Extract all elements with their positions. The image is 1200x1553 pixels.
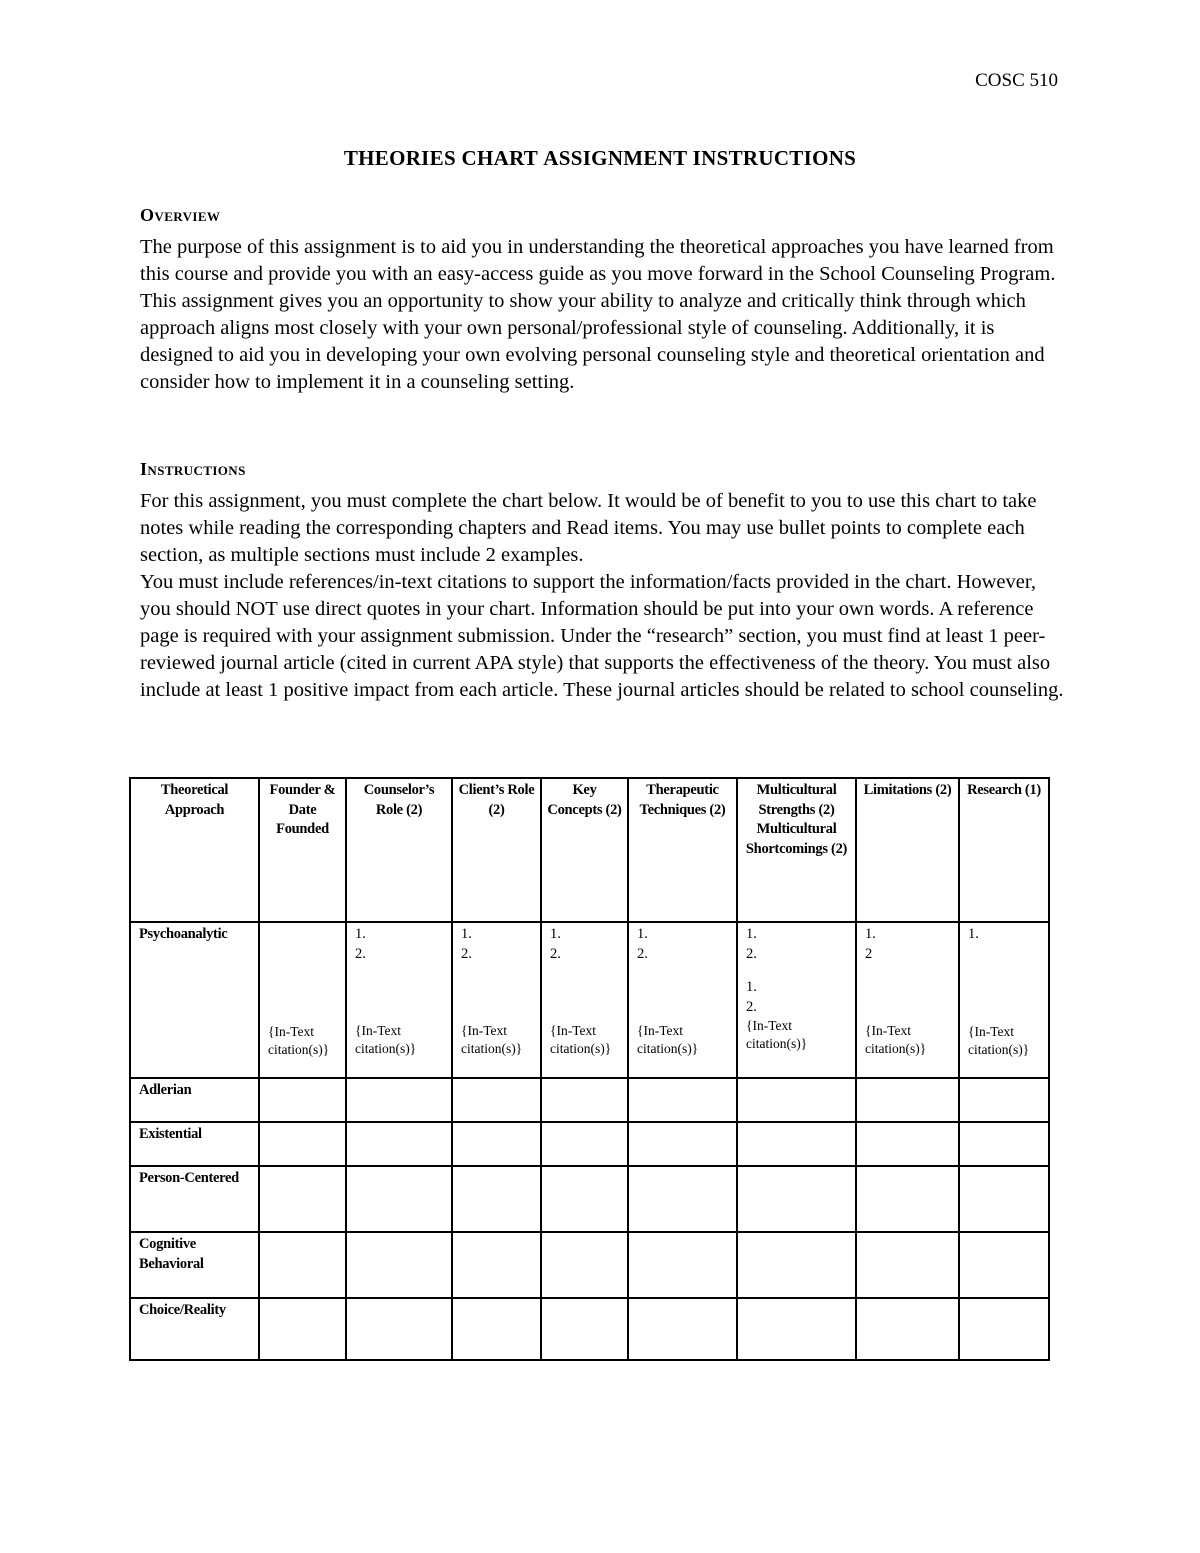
cell-therapeutic-techniques[interactable] — [628, 922, 737, 1078]
table-row-person-centered — [130, 1166, 1049, 1232]
row-label-choice-reality: Choice/Reality — [130, 1298, 259, 1360]
empty-cell[interactable] — [541, 1166, 628, 1232]
empty-cell[interactable] — [346, 1232, 452, 1298]
title-word-3-rest: SSIGNMENT — [558, 146, 693, 170]
list-item-1: 1. — [746, 979, 757, 995]
title-word-3-initial: A — [543, 146, 559, 170]
empty-cell[interactable] — [346, 1078, 452, 1122]
empty-cell[interactable] — [541, 1298, 628, 1360]
empty-cell[interactable] — [541, 1122, 628, 1166]
header-founder: Founder & Date Founded — [259, 778, 346, 922]
empty-cell[interactable] — [628, 1166, 737, 1232]
header-multicultural-strengths: Multicultural Strengths (2) — [756, 782, 837, 818]
table-row-cognitive-behavioral — [130, 1232, 1049, 1298]
empty-cell[interactable] — [346, 1298, 452, 1360]
cell-key-concepts[interactable] — [541, 922, 628, 1078]
empty-cell[interactable] — [628, 1078, 737, 1122]
empty-cell[interactable] — [856, 1298, 959, 1360]
table-header-row — [130, 778, 1049, 922]
citation-placeholder: {In-Text citation(s)} — [865, 1023, 927, 1056]
list-item-2: 2. — [355, 945, 366, 962]
title-word-1-rest: HEORIES — [358, 146, 462, 170]
citation-placeholder: {In-Text citation(s)} — [746, 1018, 808, 1051]
table-row-psychoanalytic — [130, 922, 1049, 1078]
empty-cell[interactable] — [856, 1232, 959, 1298]
cell-limitations[interactable] — [856, 922, 959, 1078]
page-title — [0, 146, 1200, 171]
list-item-2: 2. — [746, 998, 757, 1015]
header-theoretical-approach: Theoretical Approach — [130, 778, 259, 922]
empty-cell[interactable] — [959, 1166, 1049, 1232]
instructions-paragraph-1: For this assignment, you must complete the chart below. It would be of benefit to you to use this chart to take notes while reading the corresponding chapters and Read items. You may use bullet points to complete each section, as multiple sections must include 2 examples. — [140, 490, 1037, 566]
empty-cell[interactable] — [452, 1078, 541, 1122]
empty-cell[interactable] — [541, 1232, 628, 1298]
cell-research[interactable] — [959, 922, 1049, 1078]
empty-cell[interactable] — [737, 1298, 856, 1360]
list-item-1: 1. — [550, 926, 561, 942]
empty-cell[interactable] — [452, 1232, 541, 1298]
instructions-heading: Instructions — [140, 459, 246, 479]
empty-cell[interactable] — [452, 1298, 541, 1360]
row-label-cognitive-behavioral: Cognitive Behavioral — [130, 1232, 259, 1298]
list-item-1: 1. — [968, 926, 979, 942]
instructions-section — [140, 459, 1065, 704]
list-item-2: 2 — [865, 945, 873, 962]
table-row-existential — [130, 1122, 1049, 1166]
empty-cell[interactable] — [959, 1122, 1049, 1166]
table-row-choice-reality — [130, 1298, 1049, 1360]
empty-cell[interactable] — [628, 1122, 737, 1166]
empty-cell[interactable] — [737, 1232, 856, 1298]
title-word-2-initial: C — [461, 146, 477, 170]
row-label-psychoanalytic: Psychoanalytic — [130, 922, 259, 1078]
empty-cell[interactable] — [259, 1166, 346, 1232]
title-word-2-rest: HART — [476, 146, 544, 170]
empty-cell[interactable] — [856, 1166, 959, 1232]
header-client-role: Client’s Role (2) — [452, 778, 541, 922]
empty-cell[interactable] — [959, 1232, 1049, 1298]
header-multicultural-shortcomings: Multicultural Shortcomings (2) — [745, 821, 848, 857]
empty-cell[interactable] — [346, 1166, 452, 1232]
citation-placeholder: {In-Text citation(s)} — [461, 1023, 523, 1056]
citation-placeholder: {In-Text citation(s)} — [968, 1023, 1030, 1057]
empty-cell[interactable] — [259, 1078, 346, 1122]
header-counselor-role: Counselor’s Role (2) — [346, 778, 452, 922]
list-item-2: 2. — [461, 945, 472, 962]
list-item-1: 1. — [746, 926, 757, 942]
cell-client-role[interactable] — [452, 922, 541, 1078]
instructions-paragraph-2: You must include references/in-text citations to support the information/facts provided in the chart. However, you should NOT use direct quotes in your chart. Information should be put into your own words. A reference page is required with your assignment submission. Under the “research” section, you must find at least 1 peer-reviewed journal article (cited in current APA style) that supports the effectiveness of the theory. You must also include at least 1 positive impact from each article. These journal articles should be related to school counseling. — [140, 571, 1064, 701]
empty-cell[interactable] — [259, 1122, 346, 1166]
header-research: Research (1) — [959, 778, 1049, 922]
cell-multicultural[interactable] — [737, 922, 856, 1078]
list-item-1: 1. — [461, 926, 472, 942]
list-item-2: 2. — [746, 945, 757, 962]
overview-section — [140, 205, 1065, 396]
citation-placeholder: {In-Text citation(s)} — [355, 1023, 417, 1056]
empty-cell[interactable] — [628, 1298, 737, 1360]
list-item-2: 2. — [637, 945, 648, 962]
title-word-1-initial: T — [343, 146, 359, 170]
title-word-4-initial: I — [692, 146, 702, 170]
empty-cell[interactable] — [856, 1078, 959, 1122]
citation-placeholder: {In-Text citation(s)} — [268, 1024, 330, 1057]
empty-cell[interactable] — [541, 1078, 628, 1122]
empty-cell[interactable] — [628, 1232, 737, 1298]
list-item-2: 2. — [550, 945, 561, 962]
empty-cell[interactable] — [959, 1298, 1049, 1360]
empty-cell[interactable] — [856, 1122, 959, 1166]
theories-chart-table — [129, 777, 1050, 1361]
header-multicultural — [737, 778, 856, 922]
empty-cell[interactable] — [259, 1298, 346, 1360]
citation-placeholder: {In-Text citation(s)} — [550, 1023, 612, 1056]
course-code: COSC 510 — [975, 70, 1058, 91]
list-item-1: 1. — [637, 926, 648, 942]
citation-placeholder: {In-Text citation(s)} — [637, 1023, 699, 1056]
overview-heading: Overview — [140, 205, 221, 225]
empty-cell[interactable] — [259, 1232, 346, 1298]
cell-counselor-role[interactable] — [346, 922, 452, 1078]
header-limitations: Limitations (2) — [856, 778, 959, 922]
empty-cell[interactable] — [737, 1078, 856, 1122]
empty-cell[interactable] — [737, 1166, 856, 1232]
header-key-concepts: Key Concepts (2) — [541, 778, 628, 922]
empty-cell[interactable] — [737, 1122, 856, 1166]
empty-cell[interactable] — [346, 1122, 452, 1166]
row-label-existential: Existential — [130, 1122, 259, 1166]
cell-founder[interactable] — [259, 922, 346, 1078]
empty-cell[interactable] — [452, 1166, 541, 1232]
empty-cell[interactable] — [452, 1122, 541, 1166]
empty-cell[interactable] — [959, 1078, 1049, 1122]
table-row-adlerian — [130, 1078, 1049, 1122]
list-item-1: 1. — [355, 926, 366, 942]
list-item-1: 1. — [865, 926, 876, 942]
row-label-person-centered: Person-Centered — [130, 1166, 259, 1232]
header-therapeutic-techniques: Therapeutic Techniques (2) — [628, 778, 737, 922]
overview-body: The purpose of this assignment is to aid you in understanding the theoretical approaches you have learned from this course and provide you with an easy-access guide as you move forward in the School Counseling Program. This assignment gives you an opportunity to show your ability to analyze and critically think through which approach aligns most closely with your own personal/professional style of counseling. Additionally, it is designed to aid you in developing your own evolving personal counseling style and theoretical orientation and consider how to implement it in a counseling setting. — [140, 236, 1056, 393]
title-word-4-rest: NSTRUCTIONS — [701, 146, 857, 170]
row-label-adlerian: Adlerian — [130, 1078, 259, 1122]
